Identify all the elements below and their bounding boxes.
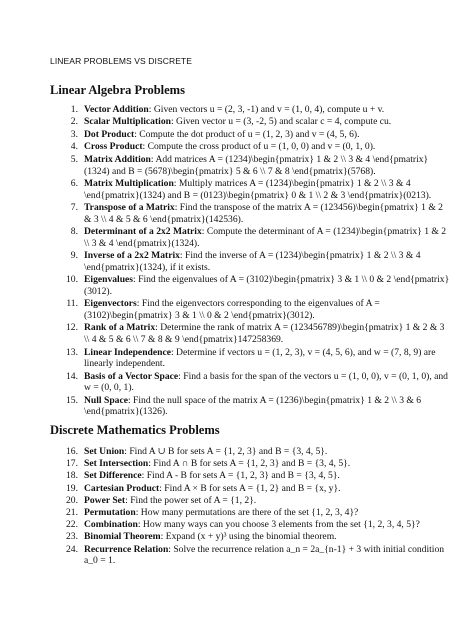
problem-text: : Find the eigenvalues of A = (3102)\begin{pmatrix} 3 & 1 \\ 0 & 2 \end{pmatrix}(3012).	[84, 274, 450, 297]
problem-item	[50, 531, 450, 543]
problem-item	[50, 483, 450, 495]
problem-text: : Find A - B for sets A = {1, 2, 3} and B = {3, 4, 5}.	[141, 470, 340, 482]
problem-number: 6.	[70, 178, 78, 190]
problem-item	[50, 154, 450, 177]
problem-term: Eigenvectors	[84, 298, 137, 310]
problem-term: Permutation	[84, 506, 136, 518]
problem-term: Vector Addition	[84, 104, 149, 115]
problem-item	[50, 458, 450, 470]
problem-text: : Find a basis for the span of the vectors u = (1, 0, 0), v = (0, 1, 0), and w = (0, 0, 1).	[84, 370, 448, 394]
problem-number: 8.	[70, 226, 78, 238]
problem-term: Scalar Multiplication	[84, 116, 171, 128]
problem-text: : Given vector u = (3, -2, 5) and scalar c = 4, compute cu.	[170, 116, 392, 128]
problem-item	[50, 129, 450, 141]
problem-item	[50, 202, 450, 225]
problem-term: Set Difference	[84, 470, 142, 482]
problem-text: : Multiply matrices A = (1234)\begin{pmatrix} 1 & 2 \\ 3 & 4 \end{pmatrix}(1324) and B = (0123)\begin{pmatrix} 0 & 1 \\ 2 & 3 \end{pmatrix}(0213).	[84, 178, 432, 201]
problem-item	[50, 226, 450, 249]
problem-number: 18.	[66, 470, 78, 482]
problem-text: : Determine the rank of matrix A = (123456789)\begin{pmatrix} 1 & 2 & 3 \\ 4 & 5 & 6 \\ 7 & 8 & 9 \end{pmatrix}147258369.	[84, 322, 445, 346]
problem-item	[50, 104, 450, 116]
problem-term: Eigenvalues	[84, 274, 134, 286]
problem-number: 20.	[66, 494, 78, 506]
problem-text: : Expand (x + y)³ using the binomial theorem.	[160, 531, 337, 543]
problem-term: Cartesian Product	[84, 482, 160, 494]
problem-text: : Compute the dot product of u = (1, 2, 3) and v = (4, 5, 6).	[134, 128, 360, 140]
problem-number: 21.	[66, 506, 78, 518]
problem-text: : Find A × B for sets A = {1, 2} and B = {x, y}.	[159, 482, 341, 494]
discrete-math-problem-list	[50, 446, 450, 567]
problem-text: : Given vectors u = (2, 3, -1) and v = (1, 0, 4), compute u + v.	[148, 104, 385, 115]
problem-text: : Find the transpose of the matrix A = (123456)\begin{pmatrix} 1 & 2 & 3 \\ 4 & 5 & 6 \end{pmatrix}(142536).	[84, 202, 443, 225]
problem-text: : How many ways can you choose 3 elements from the set {1, 2, 3, 4, 5}?	[137, 519, 420, 531]
problem-number: 24.	[66, 543, 78, 555]
problem-item	[50, 519, 450, 531]
problem-term: Dot Product	[84, 128, 135, 140]
problem-item	[50, 178, 450, 201]
problem-number: 16.	[66, 446, 78, 457]
problem-item	[50, 141, 450, 153]
problem-number: 5.	[70, 153, 78, 165]
problem-item	[50, 495, 450, 507]
problem-number: 17.	[66, 458, 78, 470]
problem-term: Power Set	[84, 494, 126, 506]
section-title-linear-algebra: Linear Algebra Problems	[50, 83, 185, 97]
problem-item	[50, 298, 450, 321]
problem-term: Combination	[84, 519, 138, 531]
problem-number: 19.	[66, 482, 78, 494]
problem-text: : How many permutations are there of the set {1, 2, 3, 4}?	[135, 506, 359, 518]
problem-term: Set Union	[84, 446, 125, 457]
problem-text: : Find the inverse of A = (1234)\begin{pmatrix} 1 & 2 \\ 3 & 4 \end{pmatrix}(1324), if it exists.	[84, 250, 421, 273]
problem-text: : Add matrices A = (1234)\begin{pmatrix} 1 & 2 \\ 3 & 4 \end{pmatrix}(1324) and B = (5678)\begin{pmatrix} 5 & 6 \\ 7 & 8 \end{pmatrix}(5768).	[84, 153, 429, 177]
problem-text: : Find the eigenvectors corresponding to the eigenvalues of A = (3102)\begin{pmatrix} 3 & 1 \\ 0 & 2 \end{pmatrix}(3012).	[84, 298, 380, 321]
problem-term: Binomial Theorem	[84, 531, 161, 543]
problem-item	[50, 322, 450, 345]
problem-item	[50, 250, 450, 273]
problem-item	[50, 470, 450, 482]
problem-number: 1.	[70, 104, 78, 115]
problem-item	[50, 544, 450, 567]
problem-text: : Find A ∪ B for sets A = {1, 2, 3} and B = {3, 4, 5}.	[124, 446, 328, 457]
problem-text: : Determine if vectors u = (1, 2, 3), v = (4, 5, 6), and w = (7, 8, 9) are linearly independent.	[84, 346, 436, 370]
problem-term: Matrix Multiplication	[84, 178, 174, 190]
problem-number: 10.	[66, 274, 78, 286]
problem-number: 2.	[70, 116, 78, 128]
problem-number: 15.	[66, 394, 78, 406]
problem-item	[50, 371, 450, 394]
problem-item	[50, 116, 450, 128]
problem-term: Matrix Addition	[84, 153, 151, 165]
problem-number: 9.	[70, 250, 78, 262]
problem-term: Linear Independence	[84, 346, 171, 358]
problem-number: 12.	[66, 322, 78, 334]
problem-term: Rank of a Matrix	[84, 322, 156, 334]
problem-term: Cross Product	[84, 141, 143, 153]
problem-item	[50, 347, 450, 370]
problem-term: Null Space	[84, 394, 128, 406]
problem-number: 22.	[66, 519, 78, 531]
problem-item	[50, 274, 450, 297]
problem-item	[50, 507, 450, 519]
problem-number: 3.	[70, 128, 78, 140]
problem-item	[50, 395, 450, 418]
problem-term: Inverse of a 2x2 Matrix	[84, 250, 180, 262]
problem-text: : Solve the recurrence relation a_n = 2a_{n-1} + 3 with initial condition a_0 = 1.	[84, 543, 445, 567]
document-header: LINEAR PROBLEMS VS DISCRETE	[50, 56, 193, 66]
problem-term: Basis of a Vector Space	[84, 370, 179, 382]
problem-text: : Compute the cross product of u = (1, 0, 0) and v = (0, 1, 0).	[142, 141, 376, 153]
problem-text: : Compute the determinant of A = (1234)\begin{pmatrix} 1 & 2 \\ 3 & 4 \end{pmatrix}(1324).	[84, 226, 447, 249]
problem-number: 4.	[70, 141, 78, 153]
problem-term: Recurrence Relation	[84, 543, 169, 555]
linear-algebra-problem-list	[50, 104, 450, 419]
problem-term: Transpose of a Matrix	[84, 202, 175, 214]
problem-text: : Find the power set of A = {1, 2}.	[125, 494, 257, 506]
problem-item	[50, 446, 450, 458]
problem-number: 11.	[66, 298, 78, 310]
problem-number: 13.	[66, 346, 78, 358]
section-title-discrete-math: Discrete Mathematics Problems	[50, 423, 220, 437]
problem-number: 7.	[70, 202, 78, 214]
problem-text: : Find A ∩ B for sets A = {1, 2, 3} and B = {3, 4, 5}.	[148, 458, 351, 470]
problem-term: Determinant of a 2x2 Matrix	[84, 226, 202, 238]
problem-number: 23.	[66, 531, 78, 543]
problem-text: : Find the null space of the matrix A = (1236)\begin{pmatrix} 1 & 2 \\ 3 & 6 \end{pmatrix}(1326).	[84, 394, 422, 418]
problem-number: 14.	[66, 370, 78, 382]
problem-term: Set Intersection	[84, 458, 149, 470]
